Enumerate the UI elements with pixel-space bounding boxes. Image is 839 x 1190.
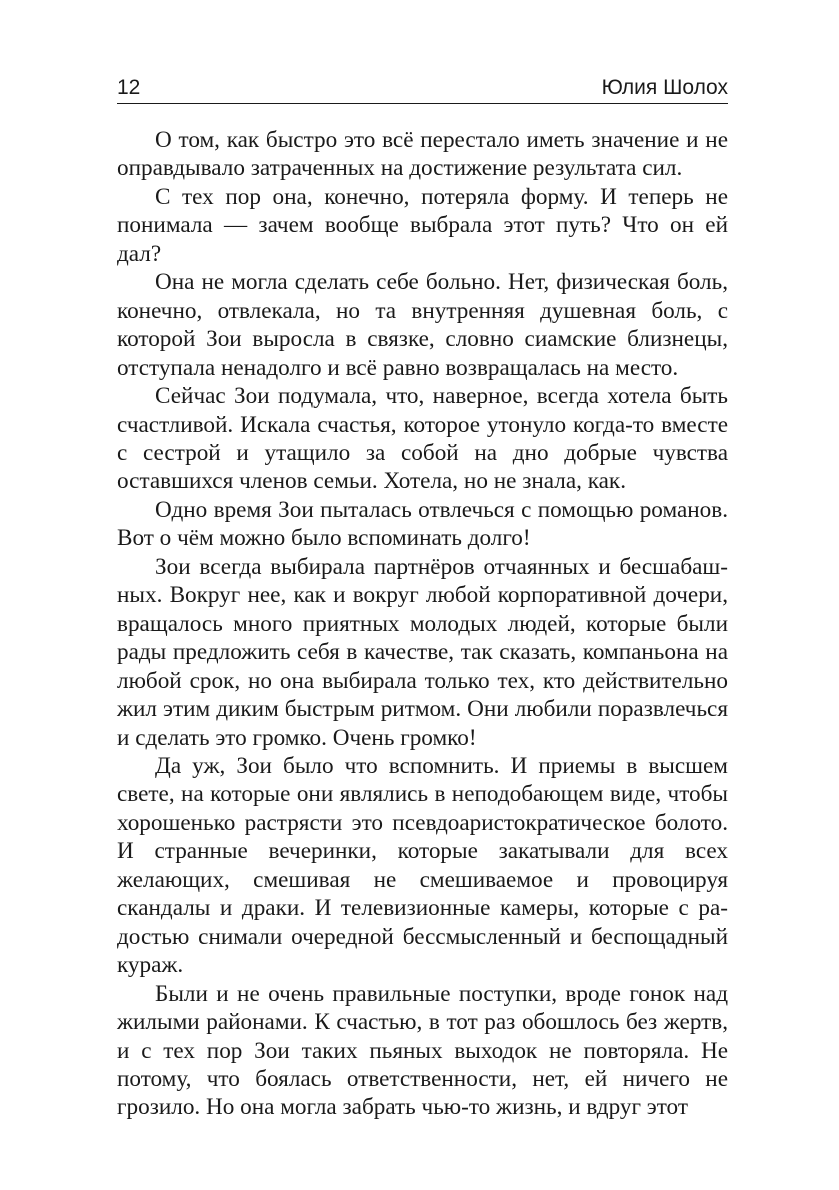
paragraph: Сейчас Зои подумала, что, наверное, всегда хотела быть счастливой. Искала счастья, которое утонуло когда-то вместе с сестрой и утащило за собой на дно добрые чувства оставшихся членов семьи. Хотела, но не знала, как. [117, 383, 728, 495]
paragraph: С тех пор она, конечно, потеряла форму. И теперь не понимала — зачем вообще выбрала этот путь? Что он ей дал? [117, 183, 728, 267]
paragraph: Да уж, Зои было что вспомнить. И приемы в высшем свете, на которые они являлись в неподобающем виде, чтобы хорошенько растрясти это псевдоаристократическое болото. И странные вечеринки, которые закатывали для всех желающих, смешивая не смешиваемое и провоцируя скандалы и драки. И телевизионные камеры, которые с радостью снимали очередной бессмысленный и беспощадный кураж. [117, 752, 728, 979]
page-body [117, 126, 728, 1122]
paragraph: Зои всегда выбирала партнёров отчаянных и бесшабашных. Вокруг нее, как и вокруг любой корпоративной дочери, вращалось много приятных молодых людей, которые были рады предложить себя в качестве, так сказать, компаньона на любой срок, но она выбирала только тех, кто действительно жил этим диким быстрым ритмом. Они любили поразвлечься и сделать это громко. Очень громко! [117, 553, 728, 751]
paragraph: Были и не очень правильные поступки, вроде гонок над жилыми районами. К счастью, в тот раз обошлось без жертв, и с тех пор Зои таких пьяных выходок не повторяла. Не потому, что боялась ответственности, нет, ей ничего не грозило. Но она могла забрать чью-то жизнь, и вдруг этот [117, 980, 728, 1121]
page-number: 12 [117, 76, 141, 99]
paragraph: О том, как быстро это всё перестало иметь значение и не оправдывало затраченных на достижение результата сил. [117, 127, 728, 182]
header-divider [117, 103, 728, 104]
running-header [117, 74, 728, 102]
author-name: Юлия Шолох [601, 76, 728, 99]
paragraph: Она не могла сделать себе больно. Нет, физическая боль, конечно, отвлекала, но та внутренняя душевная боль, с которой Зои выросла в связке, словно сиамские близнецы, отступала ненадолго и всё равно возвращалась на место. [117, 269, 728, 381]
paragraph: Одно время Зои пыталась отвлечься с помощью романов. Вот о чём можно было вспоминать долго! [117, 496, 728, 552]
